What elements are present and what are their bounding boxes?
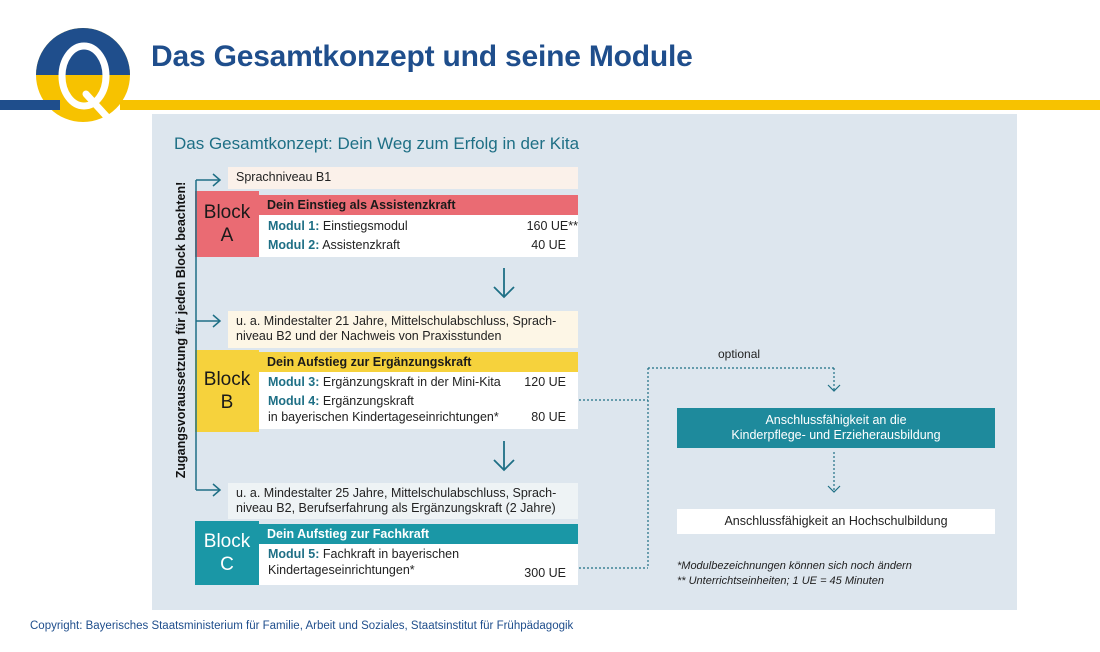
module-3-key: Modul 3: xyxy=(268,375,320,389)
block-b-requirement-line2: niveau B2 und der Nachweis von Praxisstunden xyxy=(236,329,502,343)
block-a-heading: Dein Einstieg als Assistenzkraft xyxy=(259,195,578,215)
module-5-name: Fachkraft in bayerischen xyxy=(322,547,460,561)
module-1-ue: 160 UE** xyxy=(526,219,578,233)
block-b-label-word: Block xyxy=(203,369,251,390)
diagram-title: Das Gesamtkonzept: Dein Weg zum Erfolg in der Kita xyxy=(174,134,580,153)
outcome-training-line2: Kinderpflege- und Erzieherausbildung xyxy=(731,428,941,442)
module-4-key: Modul 4: xyxy=(268,394,320,408)
module-4-name: Ergänzungskraft xyxy=(322,394,414,408)
module-3-name: Ergänzungskraft in der Mini-Kita xyxy=(322,375,501,389)
down-arrow-a-to-b xyxy=(494,268,514,297)
module-4-line2: in bayerischen Kindertageseinrichtungen* xyxy=(268,410,499,424)
outcome-higher-education: Anschlussfähigkeit an Hochschulbildung xyxy=(677,509,995,534)
optional-label: optional xyxy=(718,347,761,361)
module-2-name: Assistenzkraft xyxy=(322,238,400,252)
block-a-requirement-text: Sprachniveau B1 xyxy=(236,170,332,184)
outcome-training-line1: Anschlussfähigkeit an die xyxy=(765,413,907,427)
block-c-heading: Dein Aufstieg zur Fachkraft xyxy=(259,524,578,544)
module-3-ue: 120 UE xyxy=(524,375,566,389)
requirement-arrow-a xyxy=(196,174,220,186)
module-5-key: Modul 5: xyxy=(268,547,320,561)
block-b-requirement-line1: u. a. Mindestalter 21 Jahre, Mittelschulabschluss, Sprach- xyxy=(236,314,557,328)
copyright-notice: Copyright: Bayerisches Staatsministerium für Familie, Arbeit und Soziales, Staatsinstitut für Frühpädagogik xyxy=(30,620,574,632)
block-b-heading: Dein Aufstieg zur Ergänzungskraft xyxy=(259,352,578,372)
requirement-arrow-c xyxy=(196,484,220,496)
module-1-key: Modul 1: xyxy=(268,219,320,233)
block-b-label-letter: B xyxy=(220,392,234,413)
optional-connector xyxy=(579,368,834,568)
footnote-module-names: *Modulbezeichnungen können sich noch ändern xyxy=(677,560,912,572)
module-5-ue: 300 UE xyxy=(524,566,566,580)
module-2-ue: 40 UE xyxy=(531,238,566,252)
page-title: Das Gesamtkonzept und seine Module xyxy=(151,40,693,73)
block-c-label-word: Block xyxy=(203,531,251,552)
block-c-requirement-line2: niveau B2, Berufserfahrung als Ergänzungskraft (2 Jahre) xyxy=(236,501,556,515)
block-a-label-letter: A xyxy=(220,225,234,246)
requirement-arrow-b xyxy=(196,315,220,327)
footnote-teaching-units: ** Unterrichtseinheiten; 1 UE = 45 Minuten xyxy=(677,575,884,587)
block-c-label-letter: C xyxy=(220,554,234,575)
module-5-line2: Kindertageseinrichtungen* xyxy=(268,563,415,577)
module-4-ue: 80 UE xyxy=(531,410,566,424)
module-2-key: Modul 2: xyxy=(268,238,320,252)
block-c-requirement-line1: u. a. Mindestalter 25 Jahre, Mittelschulabschluss, Sprach- xyxy=(236,486,557,500)
down-arrow-b-to-c xyxy=(494,441,514,470)
block-a-label-word: Block xyxy=(203,202,251,223)
module-1-name: Einstiegsmodul xyxy=(322,219,408,233)
access-requirement-label: Zugangsvoraussetzung für jeden Block beachten! xyxy=(174,181,188,479)
